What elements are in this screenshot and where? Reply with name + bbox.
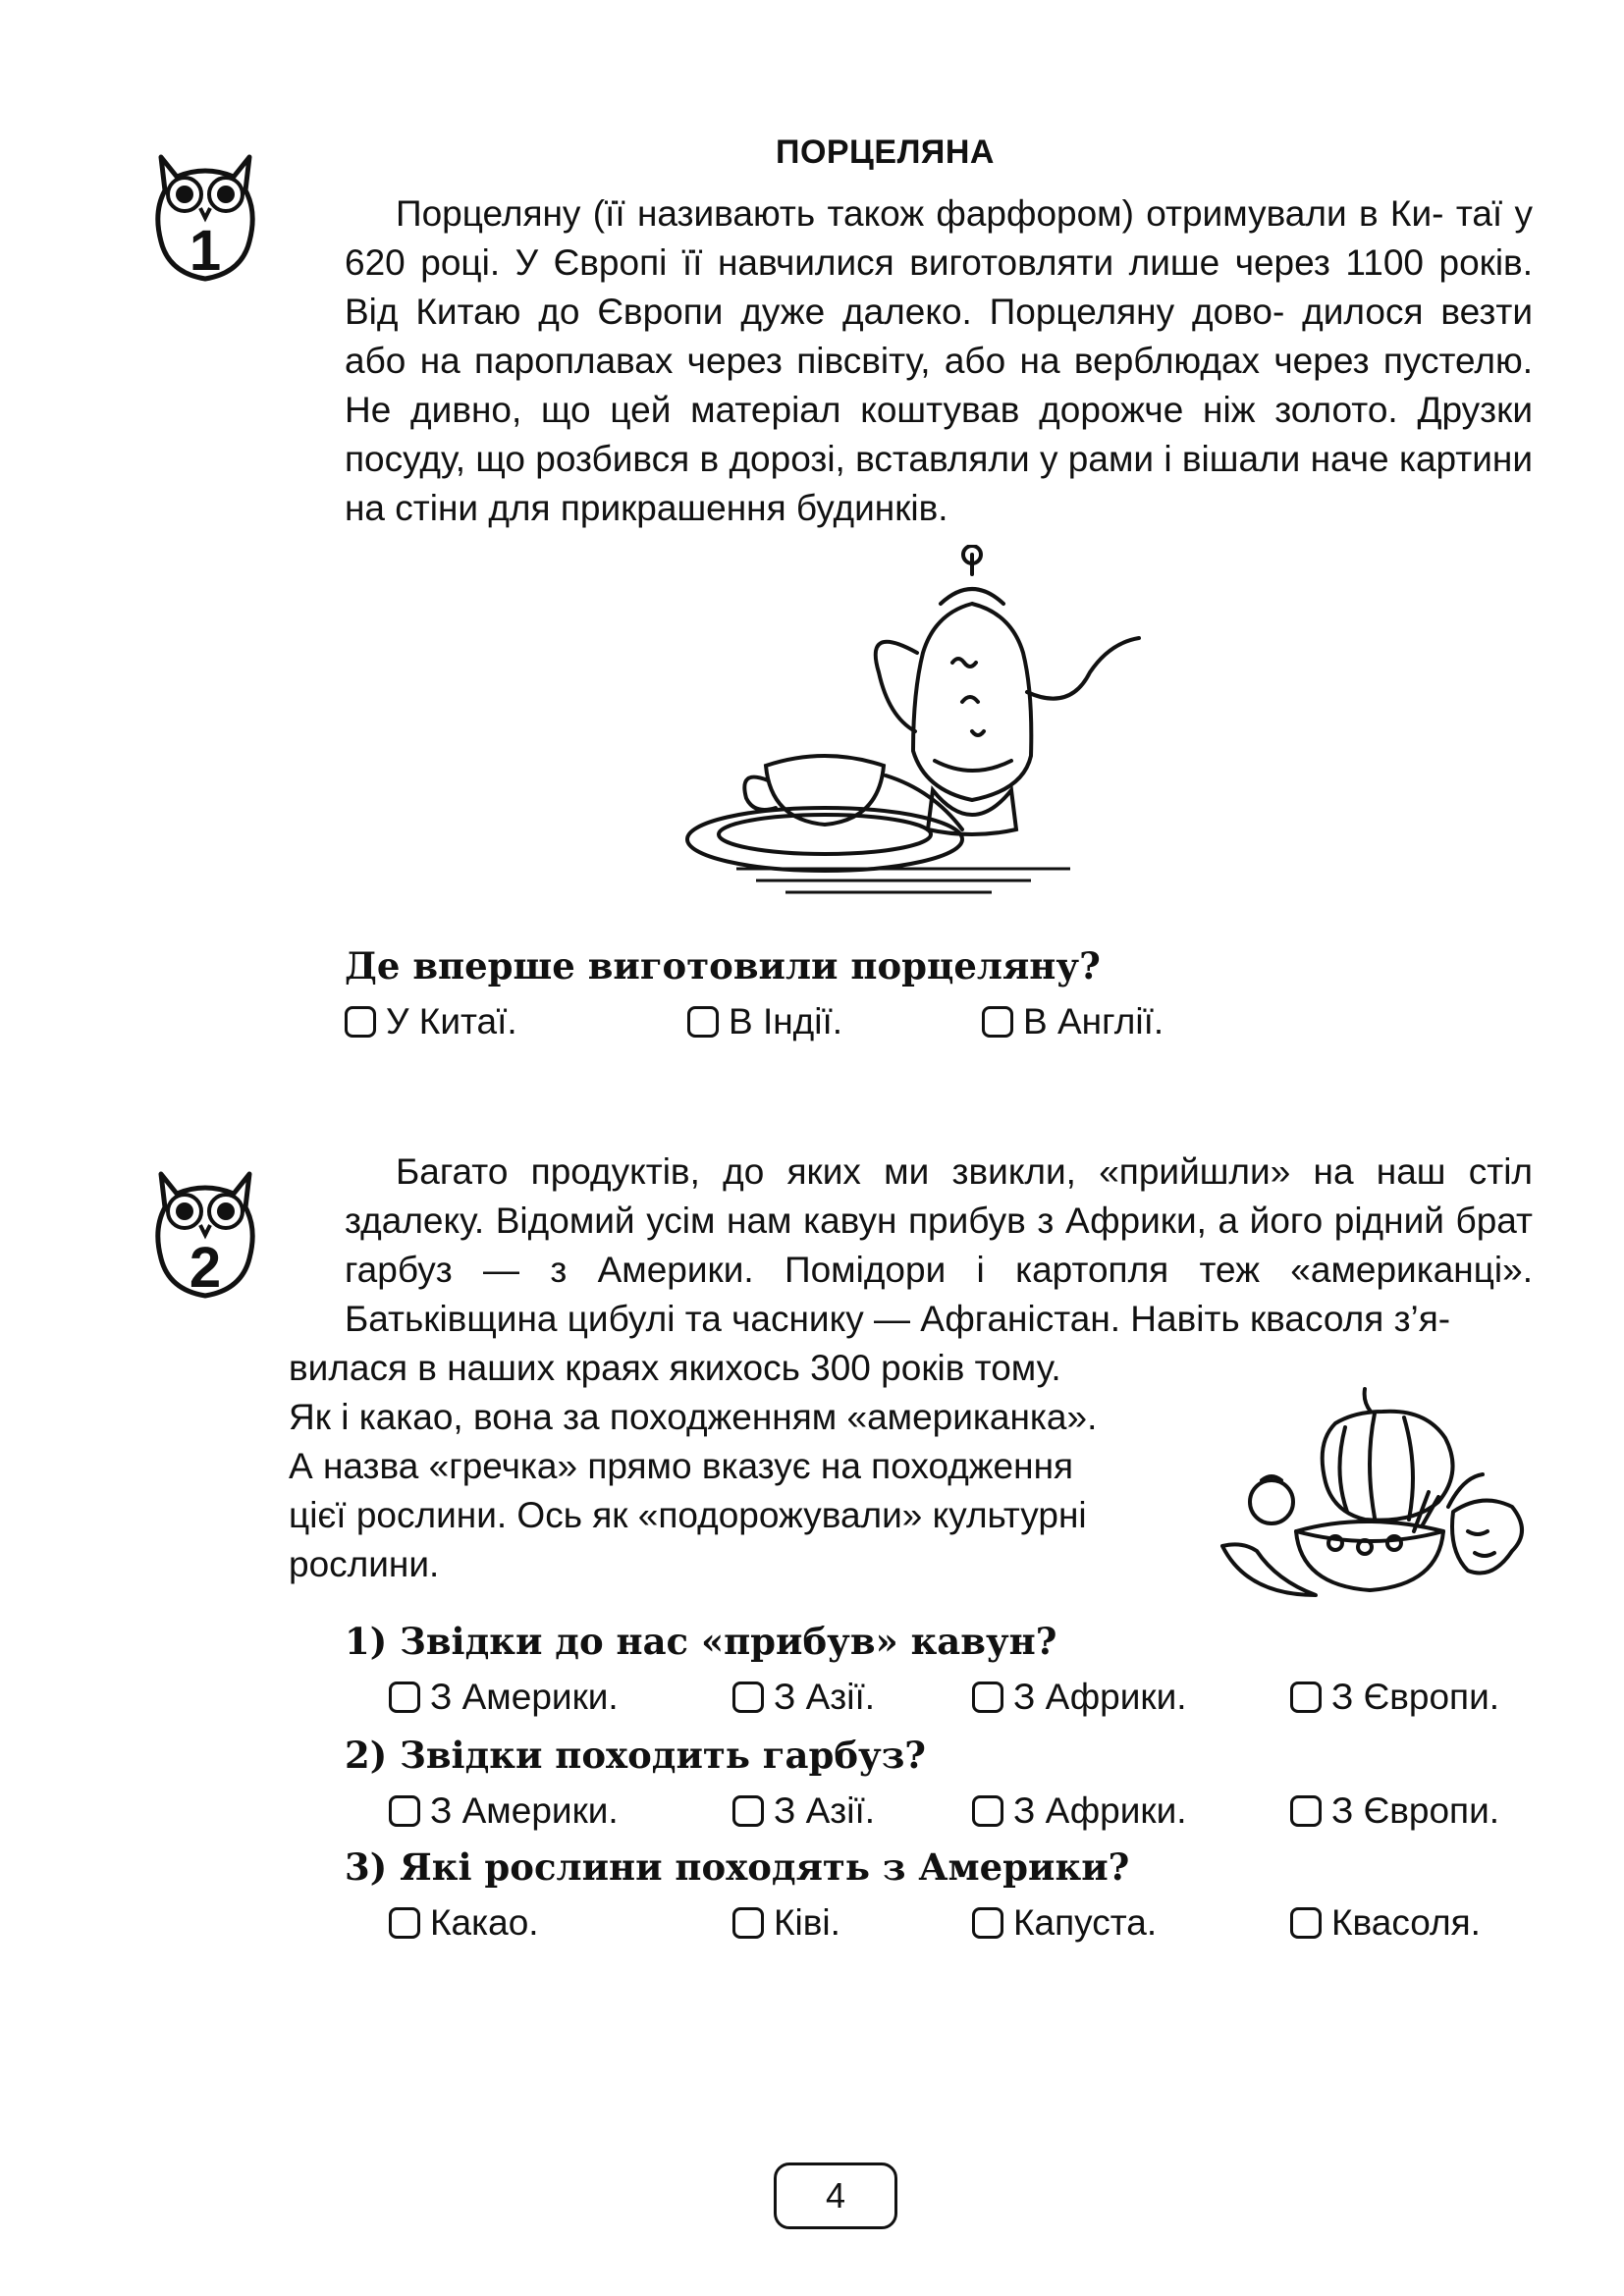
checkbox[interactable] bbox=[389, 1907, 420, 1939]
checkbox[interactable] bbox=[972, 1795, 1003, 1827]
text-line: цієї рослини. Ось як «подорожували» культурні bbox=[289, 1495, 1087, 1535]
article-text bbox=[345, 189, 1533, 533]
checkbox[interactable] bbox=[732, 1795, 764, 1827]
text-line: А назва «гречка» прямо вказує на походження bbox=[289, 1446, 1074, 1486]
option-label: З Європи. bbox=[1331, 1677, 1500, 1717]
option-label: З Америки. bbox=[430, 1790, 619, 1831]
checkbox[interactable] bbox=[1290, 1907, 1322, 1939]
checkbox[interactable] bbox=[732, 1682, 764, 1713]
section-number: 1 bbox=[189, 219, 222, 283]
vegetables-illustration bbox=[1218, 1384, 1542, 1610]
text-line: дилося везти або на пароплавах через півсвіту, або на верблюдах bbox=[345, 292, 1533, 381]
checkbox[interactable] bbox=[982, 1006, 1013, 1038]
checkbox[interactable] bbox=[1290, 1682, 1322, 1713]
checkbox[interactable] bbox=[389, 1682, 420, 1713]
option-label: Капуста. bbox=[1013, 1902, 1158, 1943]
answer-option[interactable] bbox=[345, 1001, 517, 1042]
answer-option[interactable] bbox=[972, 1677, 1187, 1718]
option-label: Квасоля. bbox=[1331, 1902, 1481, 1943]
answer-option[interactable] bbox=[732, 1677, 875, 1718]
answer-option[interactable] bbox=[389, 1790, 619, 1832]
text-line: Порцеляну (її називають також фарфором) отримували в Ки- bbox=[396, 193, 1444, 234]
owl-number-1-icon bbox=[147, 147, 263, 285]
option-label: В Індії. bbox=[729, 1001, 843, 1041]
article-text bbox=[345, 1148, 1533, 1344]
text-line: Як і какао, вона за походженням «американка». bbox=[289, 1397, 1098, 1437]
option-label: З Америки. bbox=[430, 1677, 619, 1717]
option-label: З Африки. bbox=[1013, 1677, 1187, 1717]
option-label: Какао. bbox=[430, 1902, 539, 1943]
option-label: З Африки. bbox=[1013, 1790, 1187, 1831]
text-line: таї у 620 році. У Європі її навчилися виготовляти лише через bbox=[345, 193, 1534, 283]
text-line: рослини. bbox=[289, 1544, 440, 1584]
text-line: Багато продуктів, до яких ми звикли, «прийшли» на наш стіл bbox=[396, 1151, 1533, 1192]
text-line: Батьківщина цибулі та часнику — Афганістан. Навіть квасоля з’я- bbox=[345, 1299, 1451, 1339]
checkbox[interactable] bbox=[732, 1907, 764, 1939]
question-1: Де вперше виготовили порцеляну? bbox=[345, 944, 1101, 988]
answer-option[interactable] bbox=[389, 1677, 619, 1718]
teapot-illustration bbox=[677, 545, 1149, 908]
checkbox[interactable] bbox=[1290, 1795, 1322, 1827]
question-item: 3) Які рослини походять з Америки? bbox=[345, 1845, 1130, 1889]
section-title: ПОРЦЕЛЯНА bbox=[776, 133, 995, 171]
question-item: 1) Звідки до нас «прибув» кавун? bbox=[345, 1620, 1057, 1663]
answer-option[interactable] bbox=[1290, 1902, 1481, 1944]
text-line: вилася в наших краях якихось 300 років тому. bbox=[289, 1348, 1061, 1388]
option-label: Ківі. bbox=[774, 1902, 840, 1943]
answer-option[interactable] bbox=[732, 1902, 840, 1944]
answer-option[interactable] bbox=[982, 1001, 1164, 1042]
option-label: З Азії. bbox=[774, 1677, 876, 1717]
checkbox[interactable] bbox=[389, 1795, 420, 1827]
option-label: В Англії. bbox=[1023, 1001, 1164, 1041]
text-line: 1100 років. Від Китаю до Європи дуже далеко. Порцеляну дово- bbox=[345, 242, 1533, 332]
option-label: У Китаї. bbox=[386, 1001, 517, 1041]
option-label: З Азії. bbox=[774, 1790, 876, 1831]
checkbox[interactable] bbox=[972, 1682, 1003, 1713]
answer-option[interactable] bbox=[389, 1902, 539, 1944]
answer-option[interactable] bbox=[972, 1902, 1157, 1944]
question-item: 2) Звідки походить гарбуз? bbox=[345, 1734, 926, 1777]
checkbox[interactable] bbox=[345, 1006, 376, 1038]
answer-option[interactable] bbox=[687, 1001, 842, 1042]
text-line: брат гарбуз — з Америки. Помідори і картопля теж «американці». bbox=[345, 1201, 1533, 1290]
article-text bbox=[289, 1344, 1192, 1589]
checkbox[interactable] bbox=[687, 1006, 719, 1038]
text-line: через пустелю. Не дивно, що цей матеріал коштував дорожче bbox=[345, 341, 1534, 430]
option-label: З Європи. bbox=[1331, 1790, 1500, 1831]
answer-option[interactable] bbox=[972, 1790, 1187, 1832]
section-number: 2 bbox=[189, 1236, 222, 1300]
text-line: у рами і вішали наче картини на стіни для прикрашення будинків. bbox=[345, 439, 1533, 528]
answer-option[interactable] bbox=[732, 1790, 875, 1832]
checkbox[interactable] bbox=[972, 1907, 1003, 1939]
text-line: ніж золото. Друзки посуду, що розбився в дорозі, вставляли bbox=[345, 390, 1533, 479]
page-number: 4 bbox=[774, 2163, 897, 2229]
owl-number-2-icon bbox=[147, 1164, 263, 1302]
text-line: здалеку. Відомий усім нам кавун прибув з Африки, а його рідний bbox=[345, 1201, 1444, 1241]
answer-option[interactable] bbox=[1290, 1677, 1499, 1718]
answer-option[interactable] bbox=[1290, 1790, 1499, 1832]
